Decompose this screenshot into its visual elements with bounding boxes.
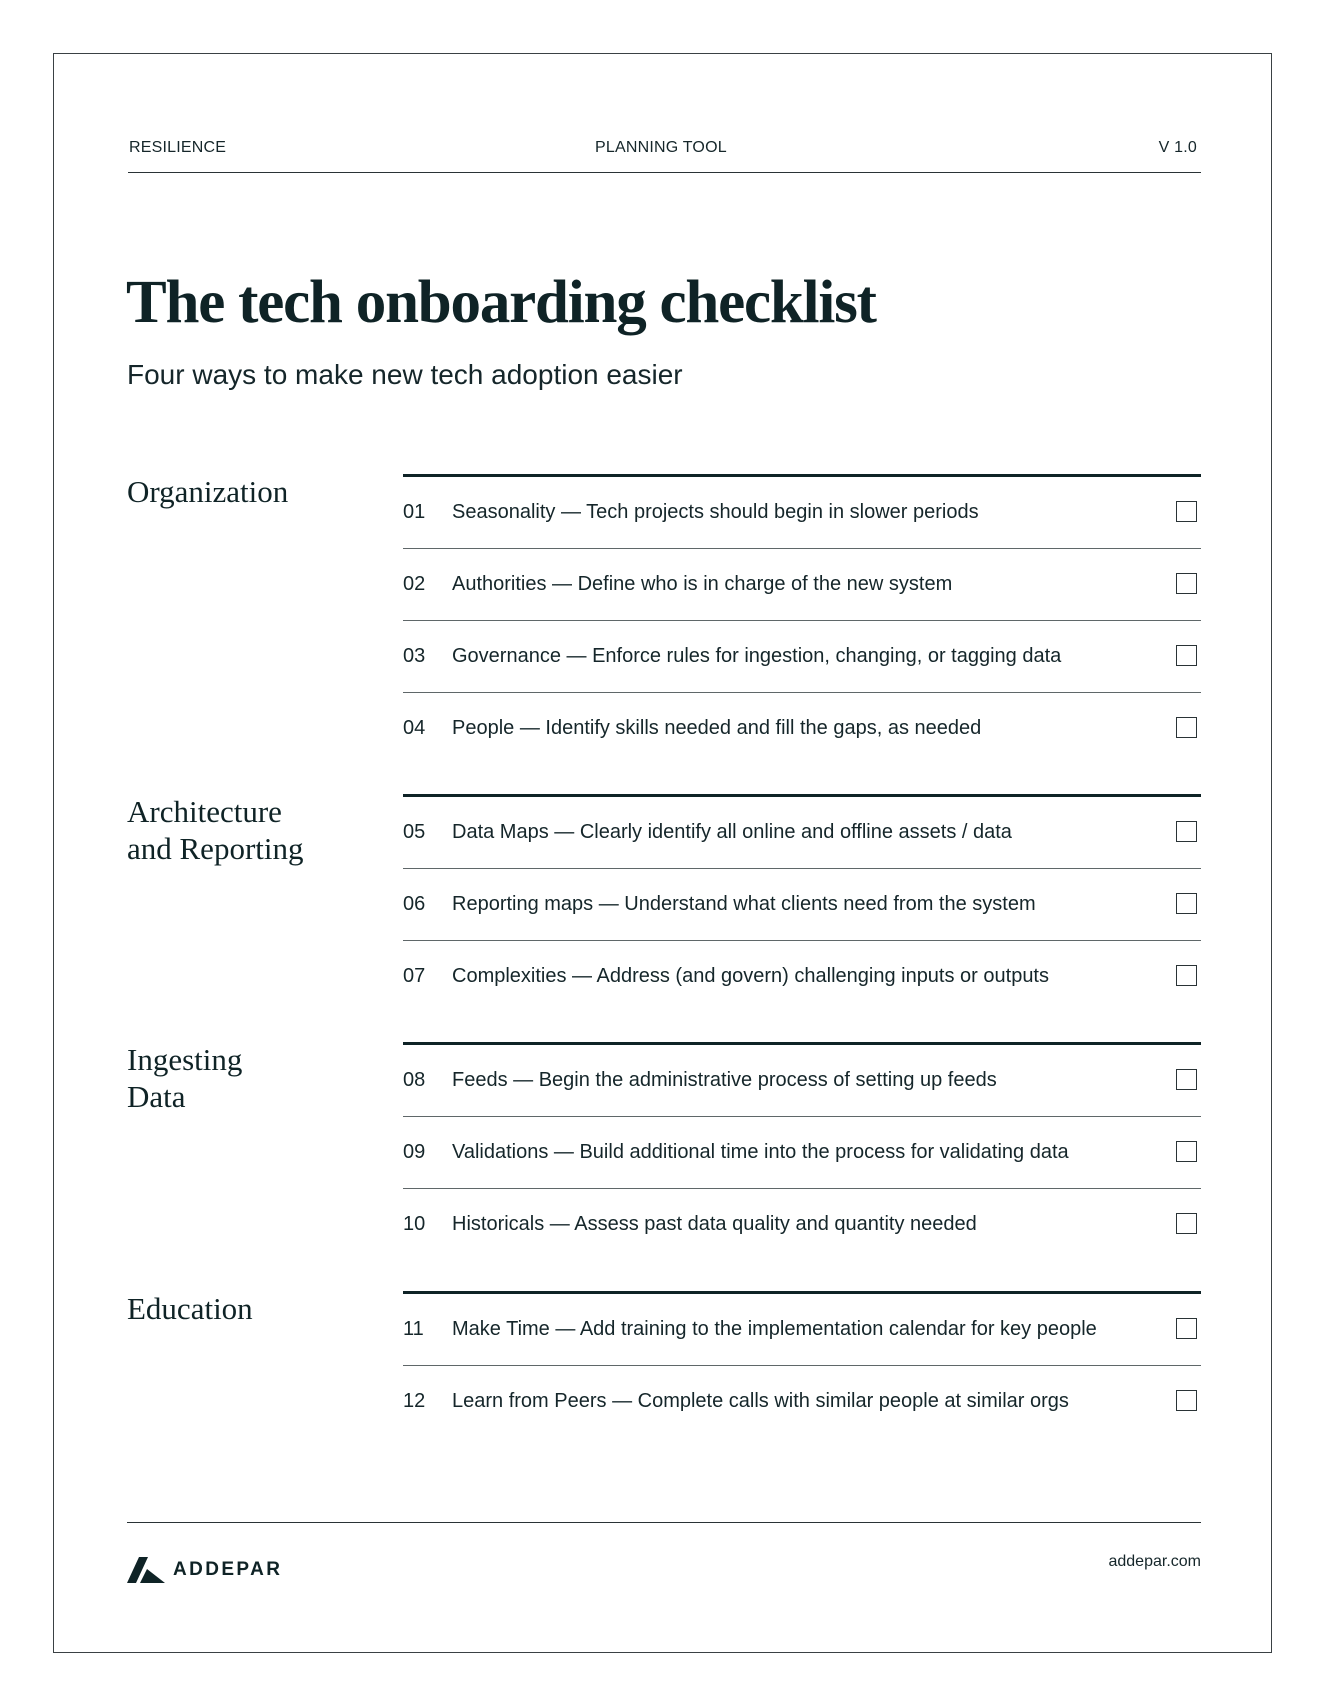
- page-subtitle: Four ways to make new tech adoption easier: [127, 359, 683, 390]
- checkbox[interactable]: [1176, 717, 1197, 738]
- item-text: Feeds — Begin the administrative process of setting up feeds: [452, 1069, 997, 1091]
- section-title: Architecture and Reporting: [127, 794, 304, 866]
- checklist: [403, 1291, 1201, 1438]
- item-text: Make Time — Add training to the implementation calendar for key people: [452, 1318, 1097, 1340]
- section-title: Ingesting Data: [127, 1042, 243, 1114]
- item-number: 10: [403, 1213, 426, 1235]
- item-text: People — Identify skills needed and fill the gaps, as needed: [452, 717, 982, 739]
- checklist-item: [403, 869, 1201, 941]
- addepar-logo-icon: [127, 1557, 165, 1583]
- item-text: Historicals — Assess past data quality and quantity needed: [452, 1213, 977, 1235]
- item-number: 05: [403, 821, 426, 843]
- checkbox[interactable]: [1176, 893, 1197, 914]
- item-text: Data Maps — Clearly identify all online and offline assets / data: [452, 821, 1012, 843]
- checklist: [403, 1042, 1201, 1261]
- checkbox[interactable]: [1176, 821, 1197, 842]
- checkbox[interactable]: [1176, 501, 1197, 522]
- checklist-item: [403, 1045, 1201, 1117]
- checklist-item: [403, 1189, 1201, 1261]
- item-number: 03: [403, 645, 426, 667]
- section-title: Organization: [127, 474, 289, 509]
- checkbox[interactable]: [1176, 1390, 1197, 1411]
- item-text: Seasonality — Tech projects should begin in slower periods: [452, 501, 979, 523]
- checklist-item: [403, 941, 1201, 1013]
- checklist: [403, 474, 1201, 765]
- item-text: Authorities — Define who is in charge of the new system: [452, 573, 953, 595]
- logo-wordmark: ADDEPAR: [173, 1559, 283, 1580]
- item-number: 12: [403, 1390, 426, 1412]
- checkbox[interactable]: [1176, 965, 1197, 986]
- item-text: Governance — Enforce rules for ingestion, changing, or tagging data: [452, 645, 1062, 667]
- item-number: 04: [403, 717, 426, 739]
- header-version: V 1.0: [1158, 139, 1197, 156]
- item-text: Reporting maps — Understand what clients need from the system: [452, 893, 1036, 915]
- item-number: 09: [403, 1141, 426, 1163]
- checklist-item: [403, 1117, 1201, 1189]
- item-text: Validations — Build additional time into the process for validating data: [452, 1141, 1069, 1163]
- item-number: 07: [403, 965, 426, 987]
- footer-divider: [127, 1522, 1201, 1523]
- header-label-left: RESILIENCE: [129, 139, 227, 156]
- item-number: 11: [403, 1318, 424, 1340]
- section-title: Education: [127, 1291, 253, 1326]
- header-bar: [128, 139, 1201, 173]
- checkbox[interactable]: [1176, 1213, 1197, 1234]
- checkbox[interactable]: [1176, 1141, 1197, 1162]
- header-label-center: PLANNING TOOL: [595, 139, 727, 156]
- item-number: 01: [403, 501, 426, 523]
- checklist-item: [403, 1294, 1201, 1366]
- checkbox[interactable]: [1176, 645, 1197, 666]
- checklist-item: [403, 477, 1201, 549]
- website-link[interactable]: addepar.com: [1108, 1553, 1201, 1570]
- item-number: 08: [403, 1069, 426, 1091]
- addepar-logo: [127, 1557, 282, 1583]
- checklist-item: [403, 797, 1201, 869]
- checkbox[interactable]: [1176, 1069, 1197, 1090]
- item-number: 02: [403, 573, 426, 595]
- checkbox[interactable]: [1176, 573, 1197, 594]
- item-text: Learn from Peers — Complete calls with similar people at similar orgs: [452, 1390, 1069, 1412]
- checklist-item: [403, 1366, 1201, 1438]
- checklist-item: [403, 693, 1201, 765]
- checkbox[interactable]: [1176, 1318, 1197, 1339]
- item-number: 06: [403, 893, 426, 915]
- checklist-item: [403, 549, 1201, 621]
- checklist-item: [403, 621, 1201, 693]
- checklist: [403, 794, 1201, 1013]
- page-title: The tech onboarding checklist: [126, 269, 876, 336]
- item-text: Complexities — Address (and govern) challenging inputs or outputs: [452, 965, 1049, 987]
